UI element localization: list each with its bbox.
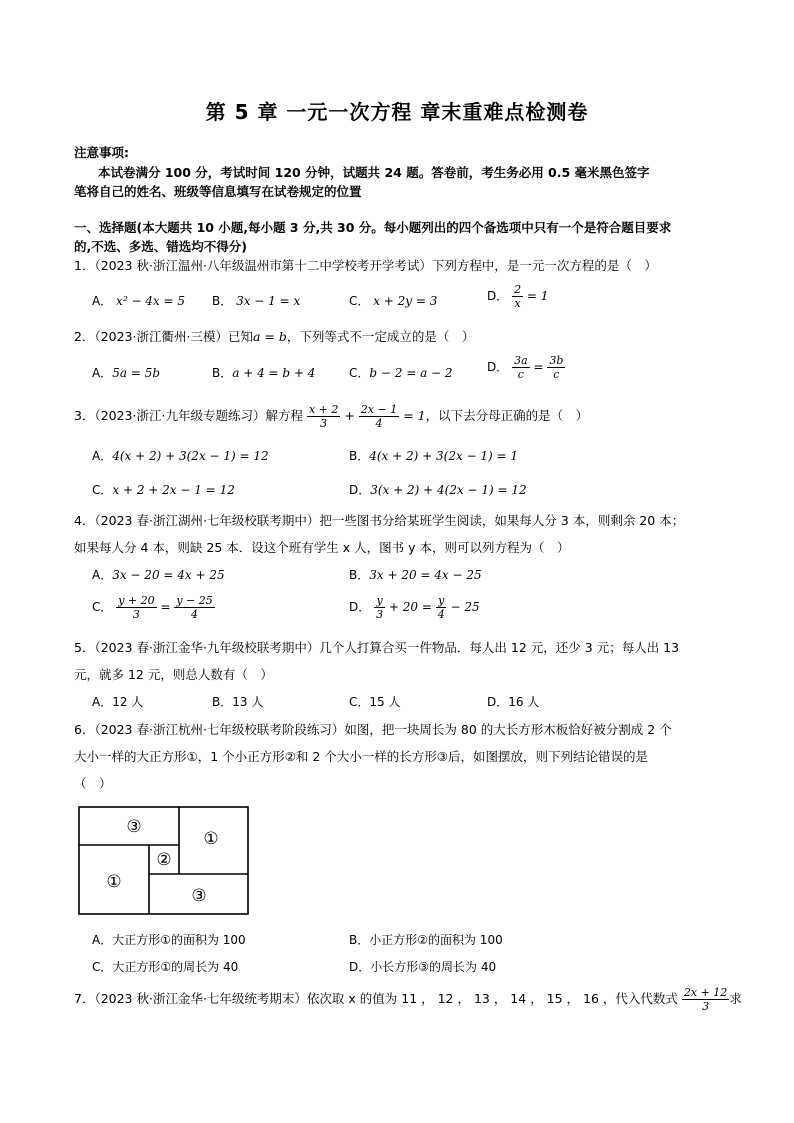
q1-stem: 1．（2023 秋·浙江温州·八年级温州市第十二中学校考开学考试）下列方程中，是一元一次方程的是（ ） [74, 258, 657, 273]
notice-line-1: 本试卷满分 100 分，考试时间 120 分钟，试题共 24 题。答卷前，考生务必用 0.5 毫米黑色签字 [98, 165, 650, 180]
q2-option-b: B．a + 4 = b + 4 [212, 366, 316, 380]
section-heading-line-2: 的,不选、多选、错选均不得分) [74, 239, 247, 254]
option-letter: D． [487, 289, 509, 303]
option-letter: B． [212, 294, 233, 308]
q5-option-a: A．12 人 [92, 695, 144, 709]
option-letter: C． [349, 294, 370, 308]
notice-line-2: 笔将自己的姓名、班级等信息填写在试卷规定的位置 [74, 184, 362, 199]
q1-option-a [92, 292, 185, 309]
q2-option-c: C．b − 2 = a − 2 [349, 366, 453, 380]
q4-option-a: A．3x − 20 = 4x + 25 [92, 568, 225, 582]
q5-stem-line-2: 元，就多 12 元，则总人数有（ ） [74, 667, 273, 682]
option-formula: x + 2y = 3 [373, 294, 438, 308]
q5-stem-line-1: 5．（2023 春·浙江金华·九年级校联考期中）几个人打算合买一件物品．每人出 12 元，还少 3 元；每人出 13 [74, 640, 680, 655]
figure-label-rect-3-bottom: ③ [191, 886, 207, 906]
rectangle-partition-figure [78, 806, 250, 916]
q6-stem-line-3: （ ） [74, 776, 112, 791]
q3-option-a: A．4(x + 2) + 3(2x − 1) = 12 [92, 449, 269, 463]
option-fraction: $\frac{2}{x}$ [514, 283, 522, 310]
option-formula: x² − 4x = 5 [116, 294, 186, 308]
figure-label-rect-3-top: ③ [126, 817, 142, 837]
figure-label-square-1-left: ① [106, 872, 122, 892]
q2-option-d: D． $\frac{3a}{c}$ = $\frac{3b}{c}$ [487, 354, 564, 381]
q7-stem: 7．（2023 秋·浙江金华·七年级统考期末）依次取 x 的值为 11 ， 12 ， 13 ， 14 ， 15 ， 16 ，代入代数式 $\frac{2x + 12}{3}$ 求 [74, 986, 742, 1013]
q1-option-c [349, 292, 437, 309]
q1-option-d: D． $\frac{2}{x}$ = 1 [487, 283, 549, 310]
q3-option-b: B．4(x + 2) + 3(2x − 1) = 1 [349, 449, 519, 463]
q5-option-b: B．13 人 [212, 695, 264, 709]
q2-option-a: A．5a = 5b [92, 366, 161, 380]
q3-option-d: D．3(x + 2) + 4(2x − 1) = 12 [349, 483, 527, 497]
q6-stem-line-2: 大小一样的大正方形①，1 个小正方形②和 2 个大小一样的长方形③后，如图摆放，则下列结论错误的是 [74, 749, 648, 764]
option-letter: A． [92, 294, 113, 308]
q6-option-b: B．小正方形②的面积为 100 [349, 933, 503, 947]
q4-option-b: B．3x + 20 = 4x − 25 [349, 568, 482, 582]
q3-option-c: C．x + 2 + 2x − 1 = 12 [92, 483, 235, 497]
q6-option-a: A．大正方形①的面积为 100 [92, 933, 246, 947]
notice-heading: 注意事项: [74, 145, 129, 160]
q6-stem-line-1: 6．（2023 春·浙江杭州·七年级校联考阶段练习）如图，把一块周长为 80 的大长方形木板恰好被分割成 2 个 [74, 722, 672, 737]
q4-stem-line-2: 如果每人分 4 本，则缺 25 本．设这个班有学生 x 人，图书 y 本，则可以列方程为（ ） [74, 540, 570, 555]
q2-stem: 2．（2023·浙江衢州·三模）已知a = b，下列等式不一定成立的是（ ） [74, 329, 475, 344]
q1-option-b [212, 292, 300, 309]
q5-option-d: D．16 人 [487, 695, 540, 709]
figure-label-square-2: ② [156, 850, 172, 870]
section-heading-line-1: 一、选择题(本大题共 10 小题,每小题 3 分,共 30 分。每小题列出的四个备选项中只有一个是符合题目要求 [74, 220, 672, 235]
q4-stem-line-1: 4．（2023 春·浙江湖州·七年级校联考期中）把一些图书分给某班学生阅读，如果每人分 3 本，则剩余 20 本； [74, 513, 685, 528]
q6-option-d: D．小长方形③的周长为 40 [349, 960, 497, 974]
page-title: 第 5 章 一元一次方程 章末重难点检测卷 [205, 100, 589, 124]
q4-option-d: D． $\frac{y}{3}$ + 20 = $\frac{y}{4}$ − 25 [349, 594, 480, 621]
q3-stem: 3．（2023·浙江·九年级专题练习）解方程 $\frac{x + 2}{3}$ + $\frac{2x - 1}{4}$ = 1，以下去分母正确的是（ ） [74, 403, 589, 430]
q5-option-c: C．15 人 [349, 695, 401, 709]
q4-option-c: C． $\frac{y + 20}{3}$ = $\frac{y - 25}{4}$ [92, 594, 213, 621]
option-formula: 3x − 1 = x [236, 294, 301, 308]
figure-label-square-1-right: ① [203, 829, 219, 849]
q6-option-c: C．大正方形①的周长为 40 [92, 960, 239, 974]
